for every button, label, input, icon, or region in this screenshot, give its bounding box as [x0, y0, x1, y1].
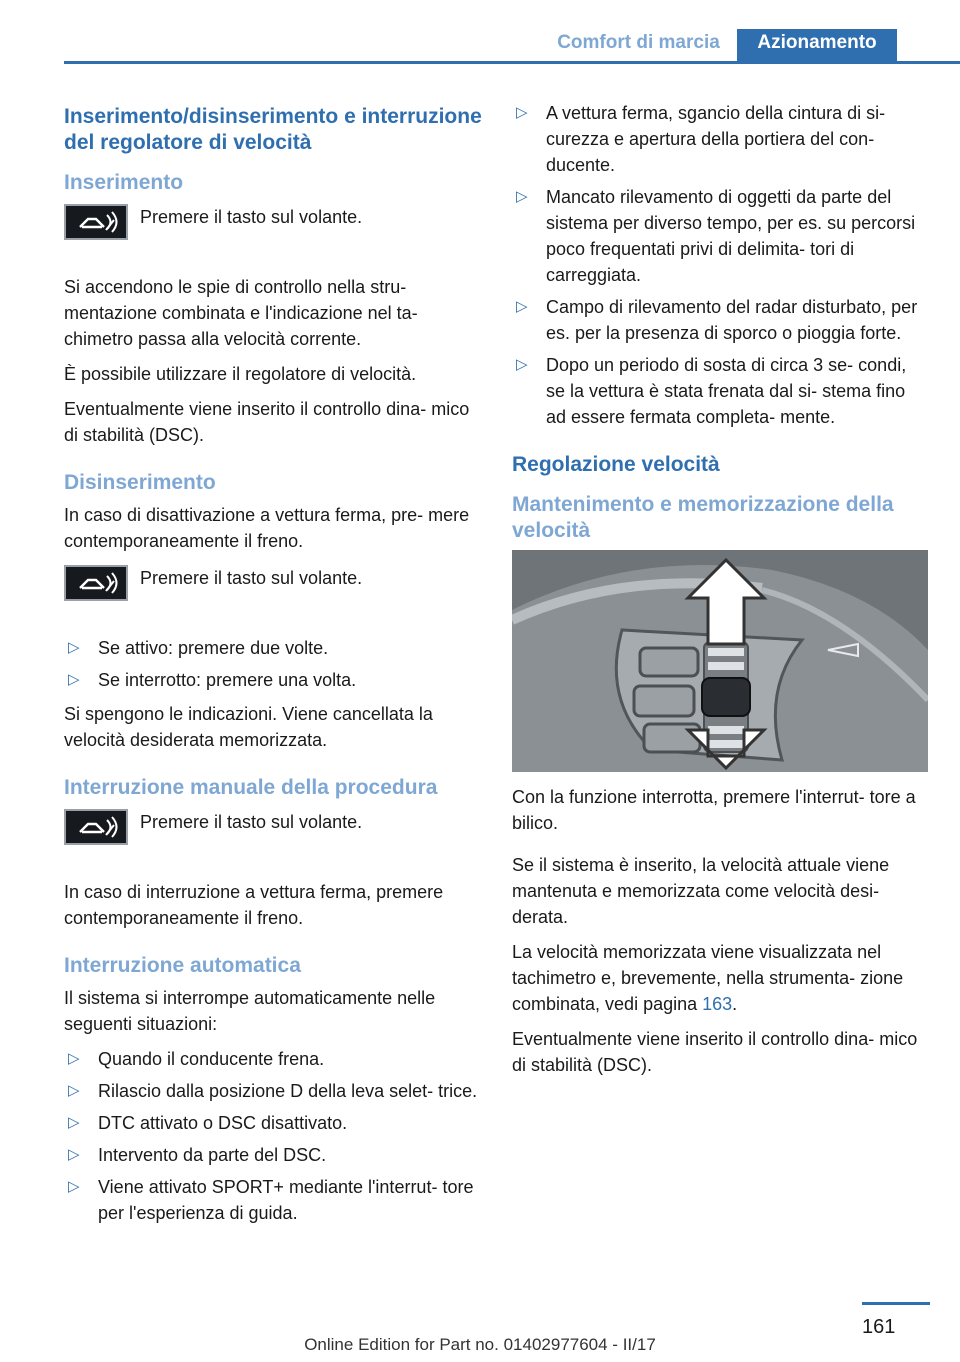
- paragraph: Il sistema si interrompe automaticamente nelle seguenti situazioni:: [64, 988, 436, 1034]
- list-item: [64, 1174, 482, 1226]
- paragraph: Eventualmente viene inserito il controllo dina‐ mico di stabilità (DSC).: [64, 399, 470, 445]
- list-item: [64, 1110, 482, 1136]
- breadcrumb-chapter[interactable]: Azionamento: [737, 29, 897, 61]
- paragraph: Eventualmente viene inserito il controllo dina‐ mico di stabilità (DSC).: [512, 1029, 918, 1075]
- list-item: [64, 1078, 482, 1104]
- list-item: [512, 184, 930, 288]
- paragraph: Si accendono le spie di controllo nella stru‐ mentazione combinata e l'indicazione nel ta‐ chimetro passa alla velocità corrente.: [64, 277, 418, 349]
- list-item: [64, 1046, 482, 1072]
- triangle-right-icon: ▷: [516, 298, 528, 315]
- list-item-text: A vettura ferma, sgancio della cintura di si‐ curezza e apertura della portiera del con‐ ducente.: [546, 103, 886, 175]
- paragraph-text: .: [732, 994, 738, 1014]
- section-title: Inserimento/disinserimento e interruzione del regolatore di velocità: [64, 105, 482, 154]
- list-item: [512, 100, 930, 178]
- footer-rule: [862, 1302, 930, 1305]
- triangle-right-icon: ▷: [68, 1146, 80, 1163]
- triangle-right-icon: ▷: [68, 1178, 80, 1195]
- left-column: [64, 100, 482, 1234]
- triangle-right-icon: ▷: [68, 639, 80, 656]
- list-item-text: Intervento da parte del DSC.: [98, 1145, 327, 1165]
- list-item-text: Dopo un periodo di sosta di circa 3 se‐ condi, se la vettura è stata frenata dal si‐ stema fino ad essere fermata completa‐ mente.: [546, 355, 907, 427]
- list-item-text: Se interrotto: premere una volta.: [98, 670, 357, 690]
- cruise-control-icon: [64, 809, 128, 845]
- triangle-right-icon: ▷: [68, 1114, 80, 1131]
- header-rule: [64, 61, 960, 64]
- triangle-right-icon: ▷: [516, 104, 528, 121]
- steering-wheel-illustration: [512, 550, 928, 772]
- section-title: Regolazione velocità: [512, 453, 720, 476]
- page-link[interactable]: 163: [702, 994, 733, 1014]
- triangle-right-icon: ▷: [68, 1050, 80, 1067]
- triangle-right-icon: ▷: [516, 188, 528, 205]
- right-column: [512, 100, 930, 1087]
- triangle-right-icon: ▷: [68, 671, 80, 688]
- instruction-row: [64, 202, 482, 264]
- bullet-list: [512, 100, 930, 430]
- heading-disinserimento: Disinserimento: [64, 471, 216, 494]
- instruction-text: Premere il tasto sul volante.: [140, 812, 363, 832]
- bullet-list: [64, 1046, 482, 1226]
- paragraph: [512, 939, 930, 1017]
- heading-mantenimento: Mantenimento e memorizzazione della velocità: [512, 493, 894, 542]
- heading-manuale: Interruzione manuale della procedura: [64, 776, 438, 799]
- bullet-list: [64, 635, 482, 693]
- instruction-text: Premere il tasto sul volante.: [140, 207, 363, 227]
- triangle-right-icon: ▷: [516, 356, 528, 373]
- list-item-text: Quando il conducente frena.: [98, 1049, 325, 1069]
- list-item: [64, 667, 482, 693]
- paragraph: In caso di disattivazione a vettura ferma, pre‐ mere contemporaneamente il freno.: [64, 505, 470, 551]
- instruction-text: Premere il tasto sul volante.: [140, 568, 363, 588]
- footer-text: Online Edition for Part no. 01402977604 - II/17: [304, 1335, 656, 1354]
- page-header: [0, 0, 960, 64]
- triangle-right-icon: ▷: [68, 1082, 80, 1099]
- list-item-text: Se attivo: premere due volte.: [98, 638, 329, 658]
- paragraph-text: La velocità memorizzata viene visualizzata nel tachimetro e, brevemente, nella strumenta‐ zione combinata, vedi pagina: [512, 942, 904, 1014]
- cruise-control-icon: [64, 204, 128, 240]
- list-item: [64, 635, 482, 661]
- list-item-text: Viene attivato SPORT+ mediante l'interrut‐ tore per l'esperienza di guida.: [98, 1177, 474, 1223]
- page-number: 161: [862, 1316, 896, 1338]
- heading-inserimento: Inserimento: [64, 171, 184, 194]
- heading-automatica: Interruzione automatica: [64, 954, 301, 977]
- paragraph: È possibile utilizzare il regolatore di velocità.: [64, 364, 417, 384]
- paragraph: Se il sistema è inserito, la velocità attuale viene mantenuta e memorizzata come velocità desi‐ derata.: [512, 855, 890, 927]
- list-item-text: Campo di rilevamento del radar disturbato, per es. per la presenza di sporco o pioggia forte.: [546, 297, 918, 343]
- breadcrumb-section[interactable]: Comfort di marcia: [557, 32, 720, 53]
- instruction-row: [64, 563, 482, 625]
- paragraph: Con la funzione interrotta, premere l'interrut‐ tore a bilico.: [512, 787, 916, 833]
- list-item: [64, 1142, 482, 1168]
- instruction-row: [64, 807, 482, 869]
- list-item-text: Rilascio dalla posizione D della leva selet‐ trice.: [98, 1081, 478, 1101]
- paragraph: Si spengono le indicazioni. Viene cancellata la velocità desiderata memorizzata.: [64, 704, 433, 750]
- list-item-text: Mancato rilevamento di oggetti da parte del sistema per diverso tempo, per es. su percorsi poco frequentati privi di delimita‐ tori di carreggiata.: [546, 187, 916, 285]
- cruise-control-icon: [64, 565, 128, 601]
- steering-wheel-figure: [512, 550, 928, 772]
- list-item-text: DTC attivato o DSC disattivato.: [98, 1113, 348, 1133]
- list-item: [512, 352, 930, 430]
- paragraph: In caso di interruzione a vettura ferma, premere contemporaneamente il freno.: [64, 882, 444, 928]
- list-item: [512, 294, 930, 346]
